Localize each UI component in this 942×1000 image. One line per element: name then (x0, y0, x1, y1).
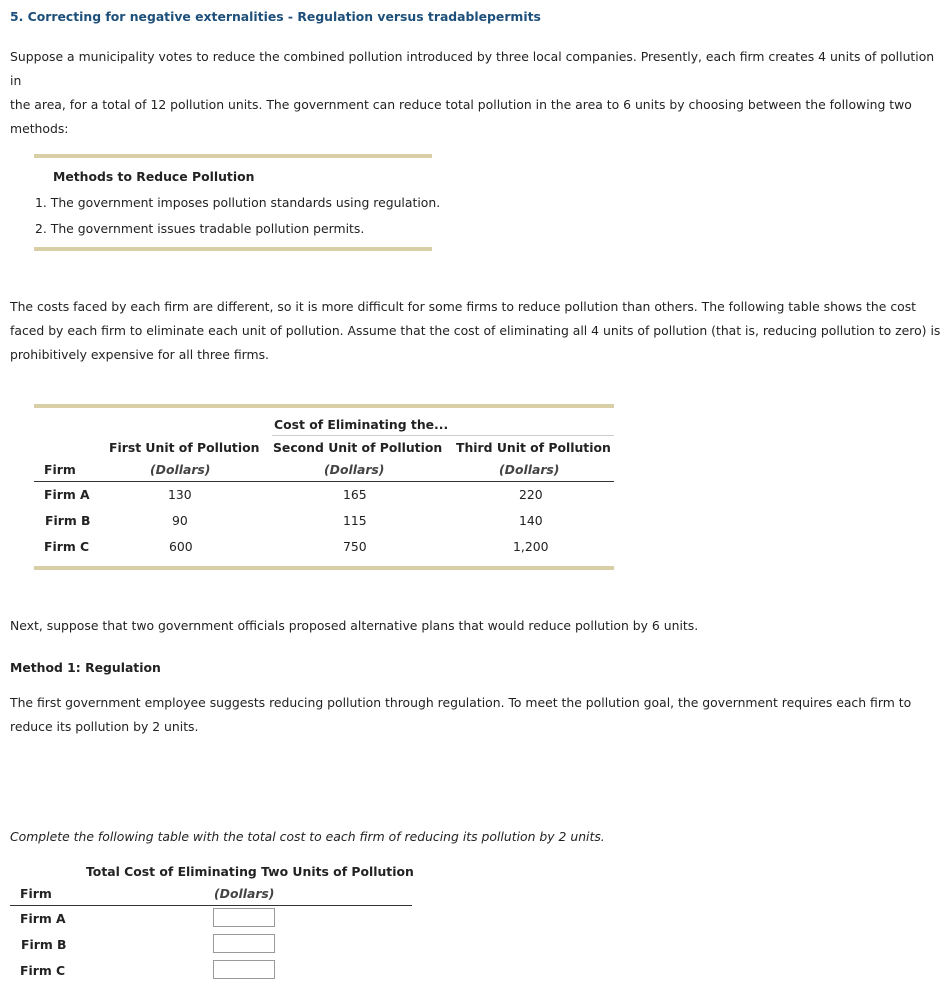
methods-box-bottom-rule (34, 247, 432, 251)
cost-table-super-header: Cost of Eliminating the... (274, 417, 449, 432)
row-firm-a-label: Firm A (44, 487, 90, 502)
col-header-firm: Firm (44, 462, 76, 477)
method-item-1: 1. The government imposes pollution standards using regulation. (35, 195, 441, 210)
total-table-unit: (Dollars) (214, 886, 275, 901)
intro-line-1: Suppose a municipality votes to reduce the combined pollution introduced by three local companies. Presently, each firm creates 4 units of pollution in (10, 49, 935, 88)
total-row-firm-c-label: Firm C (20, 963, 66, 978)
total-row-firm-b-label: Firm B (21, 937, 67, 952)
cost-table-top-rule (34, 404, 614, 408)
total-table-firm-header: Firm (20, 886, 52, 901)
col-header-first: First Unit of Pollution (109, 440, 260, 455)
intro-line-3: methods: (10, 121, 69, 136)
col-unit-third: (Dollars) (499, 462, 560, 477)
row-firm-c-third: 1,200 (513, 539, 549, 554)
firm-a-total-cost-input[interactable] (213, 908, 275, 927)
costs-line-3: prohibitively expensive for all three firms. (10, 347, 269, 362)
instruction-text: Complete the following table with the total cost to each firm of reducing its pollution by 2 units. (10, 829, 605, 844)
row-firm-c-second: 750 (343, 539, 367, 554)
method1-line-1: The first government employee suggests reducing pollution through regulation. To meet the pollution goal, the government requires each firm to (10, 695, 912, 710)
row-firm-c-label: Firm C (44, 539, 90, 554)
costs-line-1: The costs faced by each firm are different, so it is more difficult for some firms to reduce pollution than others. The following table shows the cost (10, 299, 917, 314)
methods-heading: Methods to Reduce Pollution (53, 169, 255, 184)
method-item-2: 2. The government issues tradable pollution permits. (35, 221, 365, 236)
firm-b-total-cost-input[interactable] (213, 934, 275, 953)
page-title: 5. Correcting for negative externalities - Regulation versus tradablepermits (10, 9, 541, 24)
method1-heading: Method 1: Regulation (10, 660, 161, 675)
intro-line-2: the area, for a total of 12 pollution units. The government can reduce total pollution in the area to 6 units by choosing between the following two (10, 97, 912, 112)
col-unit-first: (Dollars) (150, 462, 211, 477)
costs-line-2: faced by each firm to eliminate each unit of pollution. Assume that the cost of eliminating all 4 units of pollution (that is, reducing pollution to zero) is (10, 323, 941, 338)
row-firm-a-first: 130 (168, 487, 192, 502)
row-firm-a-second: 165 (343, 487, 367, 502)
row-firm-b-second: 115 (343, 513, 367, 528)
firm-c-total-cost-input[interactable] (213, 960, 275, 979)
next-paragraph: Next, suppose that two government officials proposed alternative plans that would reduce pollution by 6 units. (10, 618, 699, 633)
total-table-header: Total Cost of Eliminating Two Units of Pollution (86, 864, 414, 879)
total-row-firm-a-label: Firm A (20, 911, 66, 926)
row-firm-b-third: 140 (519, 513, 543, 528)
col-header-second: Second Unit of Pollution (273, 440, 443, 455)
method1-paragraph (10, 691, 911, 739)
row-firm-c-first: 600 (169, 539, 193, 554)
row-firm-b-label: Firm B (45, 513, 91, 528)
cost-table-bottom-rule (34, 566, 614, 570)
header-underline (34, 481, 614, 482)
method1-line-2: reduce its pollution by 2 units. (10, 719, 199, 734)
super-header-divider (272, 435, 614, 436)
col-header-third: Third Unit of Pollution (456, 440, 611, 455)
total-table-underline (10, 905, 412, 906)
col-unit-second: (Dollars) (324, 462, 385, 477)
intro-paragraph (10, 45, 942, 141)
methods-box-top-rule (34, 154, 432, 158)
row-firm-b-first: 90 (172, 513, 188, 528)
costs-paragraph (10, 295, 940, 367)
row-firm-a-third: 220 (519, 487, 543, 502)
